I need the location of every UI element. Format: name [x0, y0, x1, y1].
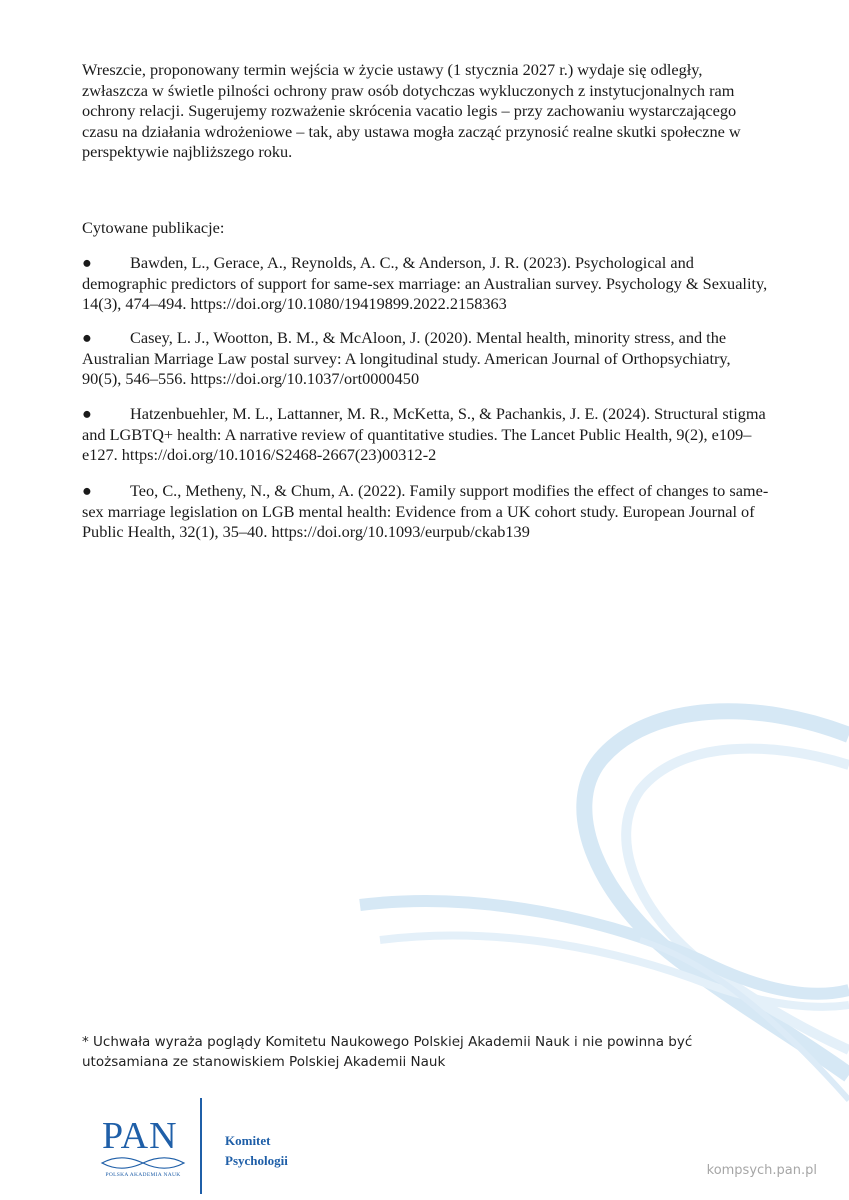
reference-item — [82, 253, 772, 315]
reference-item — [82, 328, 772, 390]
bullet-icon: ● — [82, 253, 92, 272]
logo-divider — [200, 1098, 202, 1194]
reference-text: Hatzenbuehler, M. L., Lattanner, M. R., McKetta, S., & Pachankis, J. E. (2024). Structural stigma and LGBTQ+ health: A narrative review of quantitative studies. The Lancet Public Health, 9(2), e109–e127. https://doi.org/10.1016/S2468-2667(23)00312-2 — [82, 404, 766, 465]
committee-line-2: Psychologii — [225, 1153, 288, 1168]
committee-line-1: Komitet — [225, 1133, 271, 1148]
reference-text: Casey, L. J., Wootton, B. M., & McAloon, J. (2020). Mental health, minority stress, and the Australian Marriage Law postal survey: A longitudinal study. American Journal of Orthopsychiatry, 90(5), 546–556. https://doi.org/10.1037/ort0000450 — [82, 328, 731, 389]
intro-paragraph: Wreszcie, proponowany termin wejścia w życie ustawy (1 stycznia 2027 r.) wydaje się odległy, zwłaszcza w świetle pilności ochrony praw osób dotychczas wykluczonych z instytucjonalnych ram ochrony relacji. Sugerujemy rozważenie skrócenia vacatio legis – przy zachowaniu wystarczającego czasu na działania wdrożeniowe – tak, aby ustawa mogła zacząć przynosić realne skutki społeczne w perspektywie najbliższego roku. — [82, 60, 741, 162]
bullet-icon: ● — [82, 481, 92, 500]
footnote: * Uchwała wyraża poglądy Komitetu Naukowego Polskiej Akademii Nauk i nie powinna być utożsamiana ze stanowiskiem Polskiej Akademii Nauk — [82, 1034, 693, 1070]
pan-logo — [98, 1110, 188, 1190]
website-url: kompsych.pan.pl — [706, 1163, 817, 1178]
logo-loop-icon — [100, 1154, 186, 1172]
bullet-icon: ● — [82, 328, 92, 347]
references-heading: Cytowane publikacje: — [82, 218, 225, 237]
intro-paragraph-block — [82, 60, 772, 163]
logo-subtitle: POLSKA AKADEMIA NAUK — [105, 1172, 181, 1178]
reference-text: Bawden, L., Gerace, A., Reynolds, A. C., & Anderson, J. R. (2023). Psychological and demographic predictors of support for same-sex marriage: an Australian survey. Psychology & Sexuality, 14(3), 474–494. https://doi.org/10.1080/19419899.2022.2158363 — [82, 253, 768, 314]
reference-text: Teo, C., Metheny, N., & Chum, A. (2022). Family support modifies the effect of changes to same-sex marriage legislation on LGB mental health: Evidence from a UK cohort study. European Journal of Public Health, 32(1), 35–40. https://doi.org/10.1093/eurpub/ckab139 — [82, 481, 769, 542]
bullet-icon: ● — [82, 404, 92, 423]
committee-name — [225, 1131, 288, 1171]
logo-wordmark: PAN — [102, 1115, 178, 1157]
reference-item — [82, 481, 772, 543]
reference-item — [82, 404, 772, 466]
